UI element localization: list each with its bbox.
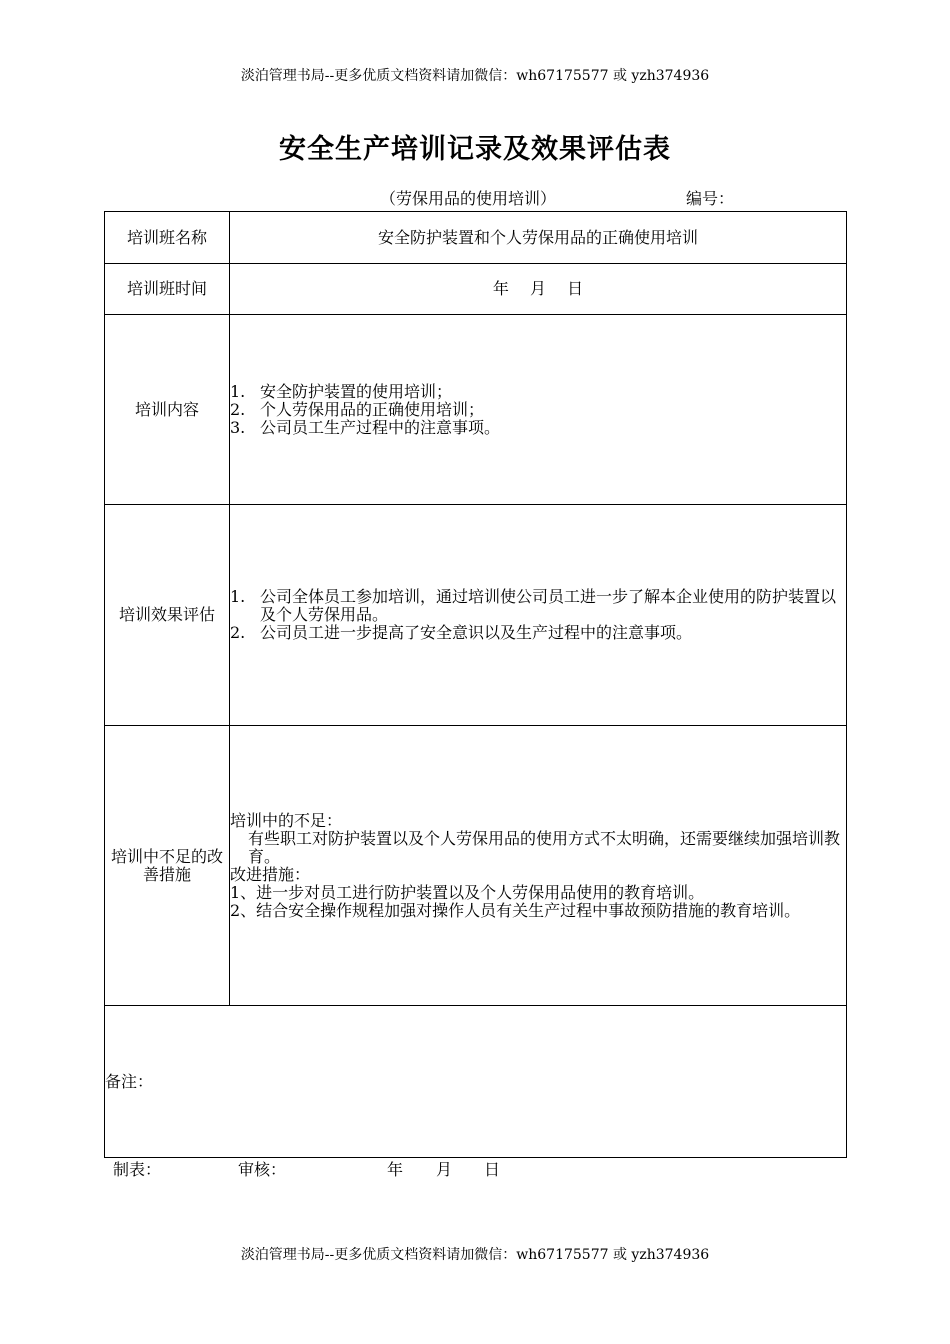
item-number: 1. [230,381,246,401]
item-number: 2. [230,623,246,642]
made-by-label: 制表： [113,1160,162,1179]
signature-row [0,1159,950,1181]
date-value: 年 月 日 [492,279,584,298]
shortcoming-heading: 培训中的不足： [230,810,343,830]
header-note: 淡泊管理书局--更多优质文档资料请加微信：wh67175577 或 yzh374936 [240,68,710,84]
table-row [105,264,847,315]
day-label: 日 [484,1160,501,1179]
measures-heading: 改进措施： [230,864,311,884]
item-number: 3. [230,417,246,437]
evaluation-value [230,505,847,726]
content-value [230,315,847,505]
reviewed-by-label: 审核： [238,1160,287,1179]
table-row [105,315,847,505]
year-label: 年 [387,1160,404,1179]
item-text: 个人劳保用品的正确使用培训； [260,399,485,419]
table-row [105,212,847,264]
table-row [105,505,847,726]
footer-note: 淡泊管理书局--更多优质文档资料请加微信：wh67175577 或 yzh374936 [240,1247,710,1263]
class-name-value: 安全防护装置和个人劳保用品的正确使用培训 [230,212,847,264]
list-item [230,624,846,642]
evaluation-list [230,588,846,642]
measure-item: 2、结合安全操作规程加强对操作人员有关生产过程中事故预防措施的教育培训。 [230,900,801,920]
training-record-table [104,211,847,1158]
content-label: 培训内容 [105,315,230,505]
evaluation-label: 培训效果评估 [105,505,230,726]
class-name-label: 培训班名称 [105,212,230,264]
month-label: 月 [436,1160,453,1179]
improvement-value [230,726,847,1006]
table-row [105,1006,847,1158]
page-title: 安全生产培训记录及效果评估表 [279,134,671,165]
list-item [230,383,846,401]
class-time-label: 培训班时间 [105,264,230,315]
shortcoming-text: 有些职工对防护装置以及个人劳保用品的使用方式不太明确，还需要继续加强培训教育。 [248,828,841,866]
remarks-cell [105,1006,847,1158]
item-text: 公司员工生产过程中的注意事项。 [260,417,501,437]
table-row [105,726,847,1006]
improvement-label: 培训中不足的改善措施 [105,726,230,1006]
list-item [230,419,846,437]
content-list [230,383,846,437]
measure-item: 1、进一步对员工进行防护装置以及个人劳保用品使用的教育培训。 [230,882,705,902]
subtitle: （劳保用品的使用培训） [380,189,557,208]
item-text: 安全防护装置的使用培训； [260,381,453,401]
number-label: 编号： [686,189,735,208]
remarks-label: 备注： [105,1071,154,1091]
item-number: 2. [230,399,246,419]
item-text: 公司全体员工参加培训，通过培训使公司员工进一步了解本企业使用的防护装置以及个人劳保用品。 [260,587,837,624]
item-text: 公司员工进一步提高了安全意识以及生产过程中的注意事项。 [260,623,693,642]
list-item [230,588,846,624]
class-time-value [230,264,847,315]
list-item [230,401,846,419]
item-number: 1. [230,587,246,606]
